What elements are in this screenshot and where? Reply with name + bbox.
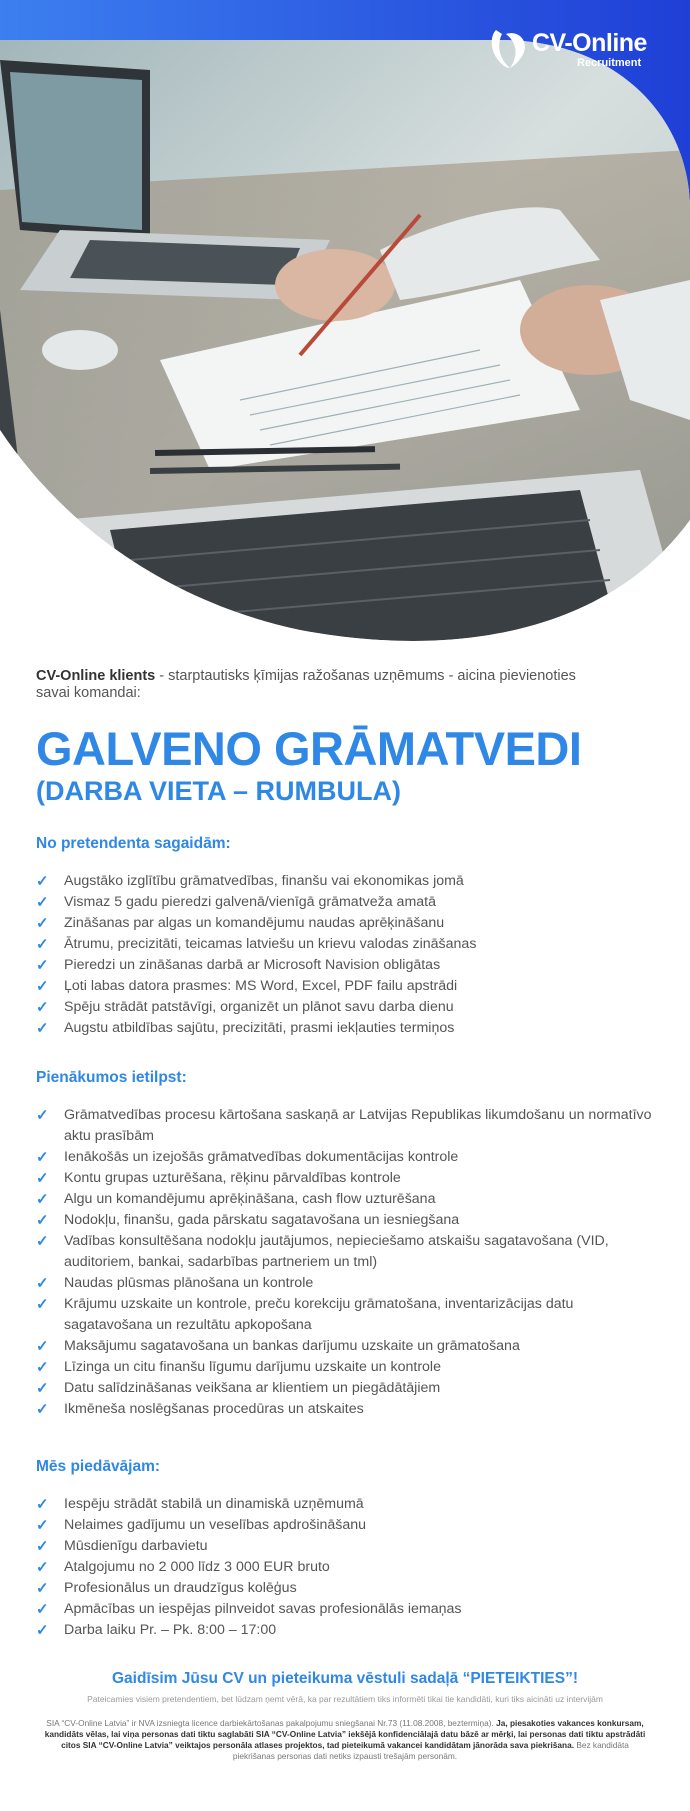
list-item-text: Pieredzi un zināšanas darbā ar Microsoft Navision obligātas [64,957,441,973]
legal-privacy: Bez kandidāta piekrišanas personas dati netiks izpausti trešajām personām. [232,1740,629,1761]
list-item-text: Spēju strādāt patstāvīgi, organizēt un plānot savu darba dienu [64,999,454,1015]
list-item [36,1578,656,1599]
cv-online-logo[interactable] [488,26,647,72]
list-item-text: Profesionālus un draudzīgus kolēģus [64,1580,297,1596]
check-icon: ✓ [36,1496,49,1513]
list-item [36,1557,656,1578]
check-icon: ✓ [36,1622,49,1639]
hero-image [0,0,690,650]
list-item-text: Apmācības un iespējas pilnveidot savas profesionālās iemaņas [64,1601,462,1617]
list-item [36,1378,656,1399]
check-icon: ✓ [36,1580,49,1597]
list-item-text: Naudas plūsmas plānošana un kontrole [64,1275,314,1291]
list-item [36,1515,656,1536]
check-icon: ✓ [36,999,49,1016]
logo-subtitle: Recruitment [577,57,642,69]
check-icon: ✓ [36,1233,49,1250]
check-icon: ✓ [36,873,49,890]
list-item [36,1168,656,1189]
apply-call-to-action: Gaidīsim Jūsu CV un pieteikuma vēstuli sadaļā “PIETEIKTIES”! [112,1670,578,1687]
list-item-text: Nodokļu, finanšu, gada pārskatu sagatavošana un iesniegšana [64,1212,460,1228]
list-item-text: Zināšanas par algas un komandējumu naudas aprēķināšanu [64,915,445,931]
list-item-text: Ātrumu, precizitāti, teicamas latviešu un krievu valodas zināšanas [64,936,477,952]
list-item [36,871,656,892]
check-icon: ✓ [36,1559,49,1576]
list-item-text: Krājumu uzskaite un kontrole, preču korekciju grāmatošana, inventarizācijas datu sagatavošana un rezultātu apkopošana [64,1296,574,1333]
list-item [36,1210,656,1231]
check-icon: ✓ [36,1212,49,1229]
list-item [36,1336,656,1357]
list-item [36,1357,656,1378]
list-item-text: Ienākošās un izejošās grāmatvedības dokumentācijas kontrole [64,1149,459,1165]
list-item-text: Iespēju strādāt stabilā un dinamiskā uzņēmumā [64,1496,364,1512]
intro-text [36,668,576,702]
list-item [36,1399,656,1420]
list-item-text: Vadības konsultēšana nodokļu jautājumos, nepieciešamo atskaišu sagatavošana (VID, auditoriem, bankai, sadarbības partneriem un tml) [64,1233,609,1270]
job-title: GALVENO GRĀMATVEDI [36,722,582,775]
check-icon: ✓ [36,1020,49,1037]
list-item-text: Ļoti labas datora prasmes: MS Word, Excel, PDF failu apstrādi [64,978,458,994]
section-heading: No pretendenta sagaidām: [36,835,231,852]
list-item [36,1620,656,1641]
list-item [36,1231,656,1273]
footer-thanks: Pateicamies visiem pretendentiem, bet lūdzam ņemt vērā, ka par rezultātiem tiks informēti tikai tie kandidāti, kuri tiks aicināti uz intervijām [87,1694,603,1704]
list-item-text: Nelaimes gadījumu un veselības apdrošināšanu [64,1517,367,1533]
list-item-text: Augstu atbildības sajūtu, precizitāti, prasmi iekļauties termiņos [64,1020,455,1036]
list-item [36,934,656,955]
job-location: (DARBA VIETA – RUMBULA) [36,776,401,806]
intro-client: CV-Online klients [36,668,156,684]
list-item-text: Līzinga un citu finanšu līgumu darījumu uzskaite un kontrole [64,1359,441,1375]
list-item [36,1294,656,1336]
list-item [36,892,656,913]
list-item [36,1105,656,1147]
list-item-text: Vismaz 5 gadu pieredzi galvenā/vienīgā grāmatveža amatā [64,894,436,910]
list-item [36,976,656,997]
check-icon: ✓ [36,1338,49,1355]
check-icon: ✓ [36,1538,49,1555]
check-icon: ✓ [36,1296,49,1313]
duties-list [36,1105,656,1420]
logo-name: CV-Online [532,29,647,57]
section-duties [36,1069,656,1420]
check-icon: ✓ [36,1601,49,1618]
list-item [36,1018,656,1039]
check-icon: ✓ [36,915,49,932]
list-item [36,955,656,976]
cv-online-logo-icon [488,26,530,72]
list-item [36,913,656,934]
requirements-list [36,871,656,1039]
section-offer [36,1458,656,1641]
list-item-text: Darba laiku Pr. – Pk. 8:00 – 17:00 [64,1622,277,1638]
list-item-text: Atalgojumu no 2 000 līdz 3 000 EUR bruto [64,1559,330,1575]
legal-consent: Ja, piesakoties vakances konkursam, kandidāts vēlas, lai viņa personas dati tiktu saglabāti SIA “CV-Online Latvia” iekšējā konfidenciālajā datu bāzē ar mērķi, lai personas dati tiktu apstrādāti citos SIA “CV-Online Latvia” veiktajos personāla atlases projektos, tad pieteikumā vakancei kandidātam jānorāda sava piekrišana. [44,1718,646,1750]
check-icon: ✓ [36,1191,49,1208]
section-heading: Pienākumos ietilpst: [36,1069,187,1086]
intro-description: - starptautisks ķīmijas ražošanas uzņēmums - aicina pievienoties savai komandai: [36,668,576,701]
list-item [36,1494,656,1515]
list-item-text: Ikmēneša noslēgšanas procedūras un atskaites [64,1401,364,1417]
legal-license: SIA “CV-Online Latvia” ir NVA izsniegta licence darbiekārtošanas pakalpojumu sniegšanai Nr.73 (11.08.2008, beztermiņa). [46,1718,497,1728]
list-item [36,1536,656,1557]
list-item-text: Kontu grupas uzturēšana, rēķinu pārvaldības kontrole [64,1170,401,1186]
section-heading: Mēs piedāvājam: [36,1458,161,1475]
footer [40,1670,650,1762]
job-posting [36,668,656,1641]
list-item [36,1599,656,1620]
hero-photo-illustration [0,0,690,650]
section-requirements [36,835,656,1039]
offer-list [36,1494,656,1641]
list-item-text: Maksājumu sagatavošana un bankas darījumu uzskaite un grāmatošana [64,1338,520,1354]
list-item [36,1273,656,1294]
check-icon: ✓ [36,1401,49,1418]
check-icon: ✓ [36,1107,49,1124]
check-icon: ✓ [36,957,49,974]
check-icon: ✓ [36,936,49,953]
check-icon: ✓ [36,1275,49,1292]
list-item-text: Datu salīdzināšanas veikšana ar klientiem un piegādātājiem [64,1380,441,1396]
check-icon: ✓ [36,894,49,911]
list-item [36,997,656,1018]
footer-legal [40,1718,650,1762]
check-icon: ✓ [36,1149,49,1166]
list-item-text: Mūsdienīgu darbavietu [64,1538,208,1554]
check-icon: ✓ [36,1517,49,1534]
list-item-text: Augstāko izglītību grāmatvedības, finanšu vai ekonomikas jomā [64,873,464,889]
check-icon: ✓ [36,1380,49,1397]
list-item-text: Algu un komandējumu aprēķināšana, cash flow uzturēšana [64,1191,436,1207]
list-item-text: Grāmatvedības procesu kārtošana saskaņā ar Latvijas Republikas likumdošanu un normatīvo aktu prasībām [64,1107,652,1144]
check-icon: ✓ [36,978,49,995]
list-item [36,1147,656,1168]
check-icon: ✓ [36,1359,49,1376]
check-icon: ✓ [36,1170,49,1187]
list-item [36,1189,656,1210]
